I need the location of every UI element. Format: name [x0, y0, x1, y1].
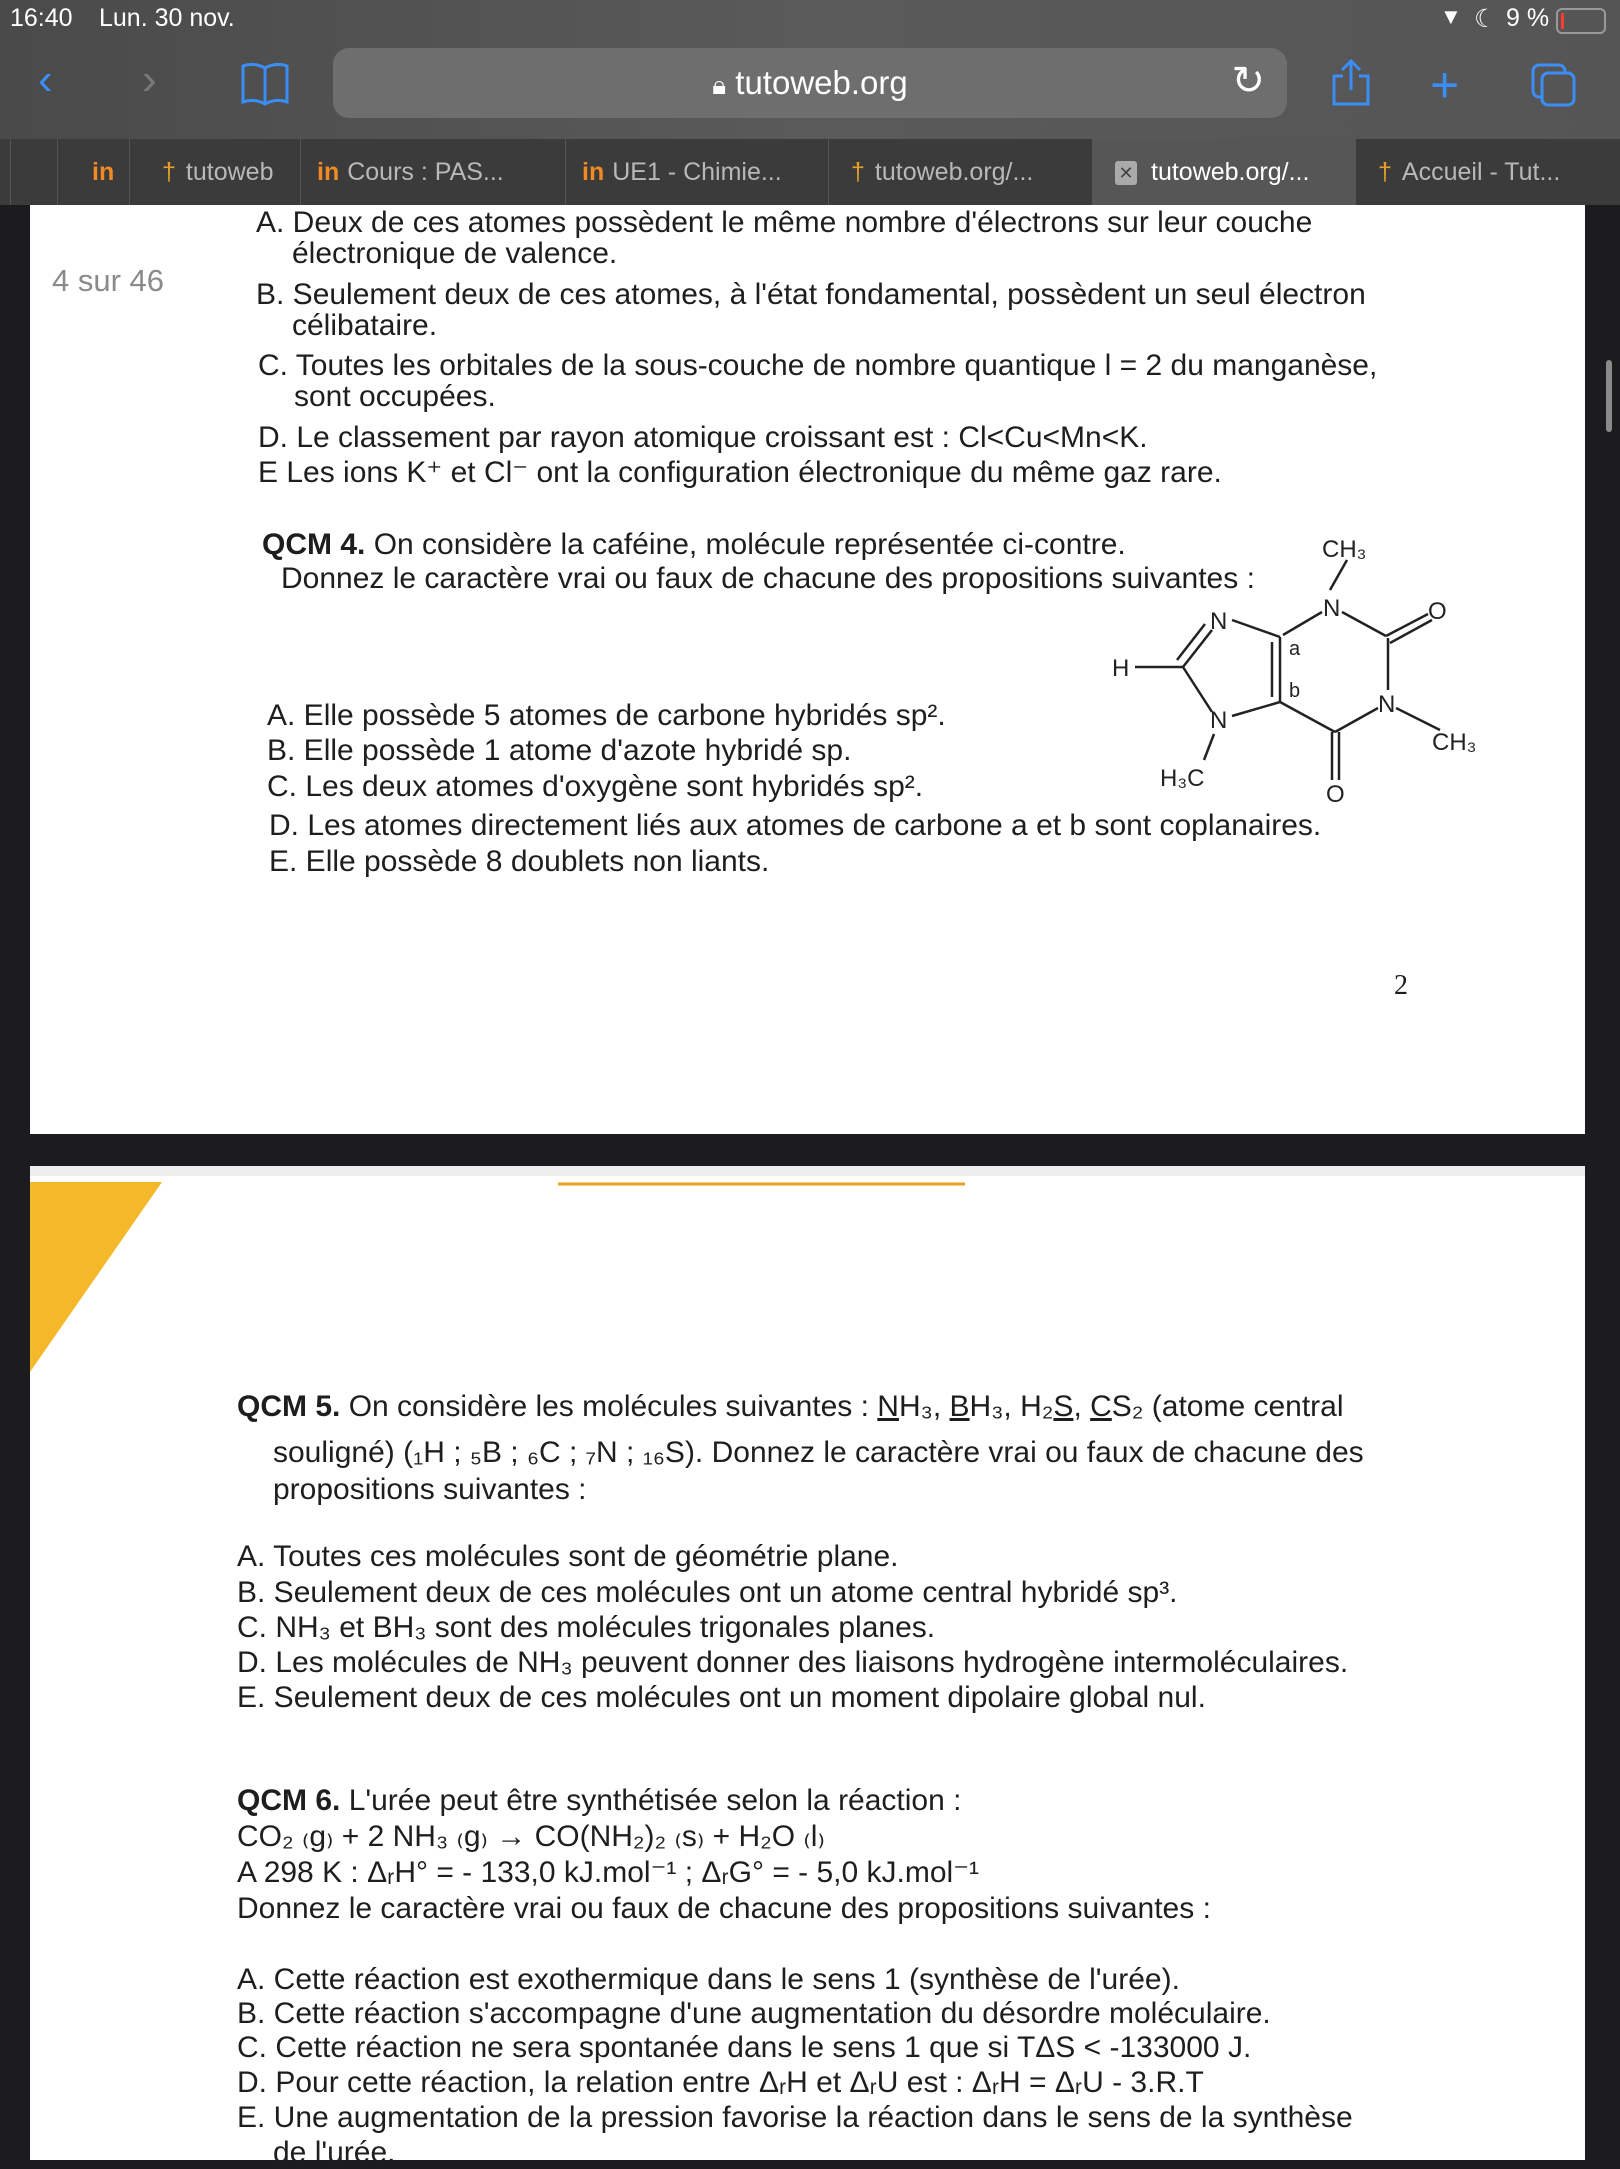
forward-button[interactable]: › [142, 55, 157, 104]
bond [1330, 560, 1347, 590]
reload-icon[interactable]: ↻ [1231, 59, 1265, 103]
qcm5-line3: propositions suivantes : [273, 1473, 587, 1506]
atom-o: O [1326, 781, 1345, 808]
h3c-left: H₃C [1160, 765, 1205, 792]
favicon-icon: in [582, 158, 605, 186]
qcm6-instruction: Donnez le caractère vrai ou faux de chacune des propositions suivantes : [237, 1892, 1211, 1925]
close-tab-icon[interactable]: ✕ [1115, 161, 1137, 185]
qcm6-option-e-cont: de l'urée. [273, 2136, 396, 2169]
moon-icon: ☾ [1474, 5, 1497, 33]
qcm3-option-c: C. Toutes les orbitales de la sous-couche de nombre quantique l = 2 du manganèse, [258, 349, 1378, 382]
qcm4-option-c: C. Les deux atomes d'oxygène sont hybridés sp². [267, 770, 924, 803]
new-tab-button[interactable]: + [1430, 57, 1460, 113]
bond [1396, 708, 1440, 730]
qcm5-title: QCM 5. On considère les molécules suivantes : NH₃, BH₃, H₂S, CS₂ (atome central [237, 1390, 1344, 1423]
qcm6-reaction: CO₂ ₍g₎ + 2 NH₃ ₍g₎ → CO(NH₂)₂ ₍s₎ + H₂O ₍l₎ [237, 1820, 825, 1853]
back-button[interactable]: ‹ [38, 55, 53, 104]
favicon-icon: † [1378, 158, 1392, 186]
qcm6-option-e: E. Une augmentation de la pression favorise la réaction dans le sens de la synthèse [237, 2101, 1353, 2134]
bond [1232, 620, 1280, 637]
bond [1280, 702, 1335, 732]
qcm5-option-b: B. Seulement deux de ces molécules ont un atome central hybridé sp³. [237, 1576, 1178, 1609]
molecule: CS₂ [1090, 1390, 1144, 1423]
qcm3-option-c-cont: sont occupées. [294, 380, 496, 413]
qcm6-option-a: A. Cette réaction est exothermique dans le sens 1 (synthèse de l'urée). [237, 1963, 1180, 1996]
page-counter: 4 sur 46 [52, 263, 165, 298]
qcm3-option-a-cont: électronique de valence. [292, 237, 618, 270]
qcm5-option-c: C. NH₃ et BH₃ sont des molécules trigonales planes. [237, 1611, 936, 1644]
decorative-banner [30, 1182, 1010, 1382]
qcm3-option-b-cont: célibataire. [292, 309, 438, 342]
label-a: a [1289, 638, 1301, 660]
qcm6-conditions: A 298 K : ΔᵣH° = - 133,0 kJ.mol⁻¹ ; ΔᵣG° = - 5,0 kJ.mol⁻¹ [237, 1856, 980, 1889]
qcm4-option-d: D. Les atomes directement liés aux atomes de carbone a et b sont coplanaires. [269, 809, 1322, 842]
battery-percent: 9 % [1506, 4, 1550, 32]
bond [1335, 708, 1378, 732]
bond [1183, 667, 1212, 712]
atom-n: N [1323, 595, 1341, 622]
favicon-icon: † [851, 158, 865, 186]
atom-n: N [1210, 707, 1228, 734]
bond [1232, 702, 1280, 716]
qcm3-option-d: D. Le classement par rayon atomique croissant est : Cl<Cu<Mn<K. [258, 421, 1148, 454]
qcm5-option-d: D. Les molécules de NH₃ peuvent donner des liaisons hydrogène intermoléculaires. [237, 1646, 1349, 1679]
qcm3-option-a: A. Deux de ces atomes possèdent le même nombre d'électrons sur leur couche [256, 206, 1313, 239]
qcm4-title: QCM 4. On considère la caféine, molécule représentée ci-contre. [262, 528, 1126, 561]
atom-h: H [1112, 655, 1130, 682]
favicon-icon: † [162, 158, 176, 186]
atom-n: N [1378, 691, 1396, 718]
label-b: b [1289, 680, 1301, 702]
wifi-icon: ▼ [1440, 4, 1462, 29]
qcm6-title: QCM 6. L'urée peut être synthétisée selon la réaction : [237, 1784, 962, 1817]
qcm4-option-a: A. Elle possède 5 atomes de carbone hybridés sp². [267, 699, 946, 732]
molecule: BH₃, [949, 1390, 1021, 1423]
bond [1342, 612, 1386, 636]
qcm4-option-e: E. Elle possède 8 doublets non liants. [269, 845, 770, 878]
qcm5-option-e: E. Seulement deux de ces molécules ont un moment dipolaire global nul. [237, 1681, 1206, 1714]
status-date: Lun. 30 nov. [99, 4, 235, 32]
atom-n: N [1210, 608, 1228, 635]
molecule: NH₃, [877, 1390, 950, 1423]
favicon-icon: in [92, 158, 115, 186]
qcm6-option-c: C. Cette réaction ne sera spontanée dans le sens 1 que si TΔS < -133000 J. [237, 2031, 1252, 2064]
qcm5-line2: souligné) (₁H ; ₅B ; ₆C ; ₇N ; ₁₆S). Donnez le caractère vrai ou faux de chacune des [273, 1436, 1364, 1469]
ch3-right: CH₃ [1432, 729, 1477, 756]
lock-icon: 🔒︎ [712, 70, 727, 100]
status-time: 16:40 [10, 4, 73, 32]
tab[interactable]: † tutoweb [129, 139, 300, 205]
qcm4-instruction: Donnez le caractère vrai ou faux de chacune des propositions suivantes : [281, 562, 1255, 595]
bond [1283, 612, 1322, 635]
tab-active[interactable]: ✕ tutoweb.org/... [1092, 139, 1355, 205]
bond [1204, 734, 1214, 760]
tab[interactable]: † tutoweb.org/... [828, 139, 1092, 205]
url-text: tutoweb.org [735, 64, 908, 101]
atom-o: O [1428, 598, 1447, 625]
qcm6-option-d: D. Pour cette réaction, la relation entre ΔᵣH et ΔᵣU est : ΔᵣH = ΔᵣU - 3.R.T [237, 2066, 1204, 2099]
qcm3-option-b: B. Seulement deux de ces atomes, à l'état fondamental, possèdent un seul électron [256, 278, 1366, 311]
qcm4-option-b: B. Elle possède 1 atome d'azote hybridé sp. [267, 734, 852, 767]
tab[interactable]: in Cours : PAS... [300, 139, 565, 205]
qcm5-option-a: A. Toutes ces molécules sont de géométrie plane. [237, 1540, 899, 1573]
ch3-top: CH₃ [1322, 536, 1367, 563]
favicon-icon: in [317, 158, 340, 186]
qcm3-option-e: E Les ions K⁺ et Cl⁻ ont la configuration électronique du même gaz rare. [258, 456, 1222, 489]
tab[interactable]: in UE1 - Chimie... [565, 139, 828, 205]
molecule: H₂S, [1020, 1390, 1091, 1423]
bond [1177, 624, 1205, 660]
tab[interactable]: † Accueil - Tut... [1355, 139, 1620, 205]
qcm6-option-b: B. Cette réaction s'accompagne d'une augmentation du désordre moléculaire. [237, 1997, 1271, 2030]
page-number: 2 [1394, 970, 1408, 1001]
